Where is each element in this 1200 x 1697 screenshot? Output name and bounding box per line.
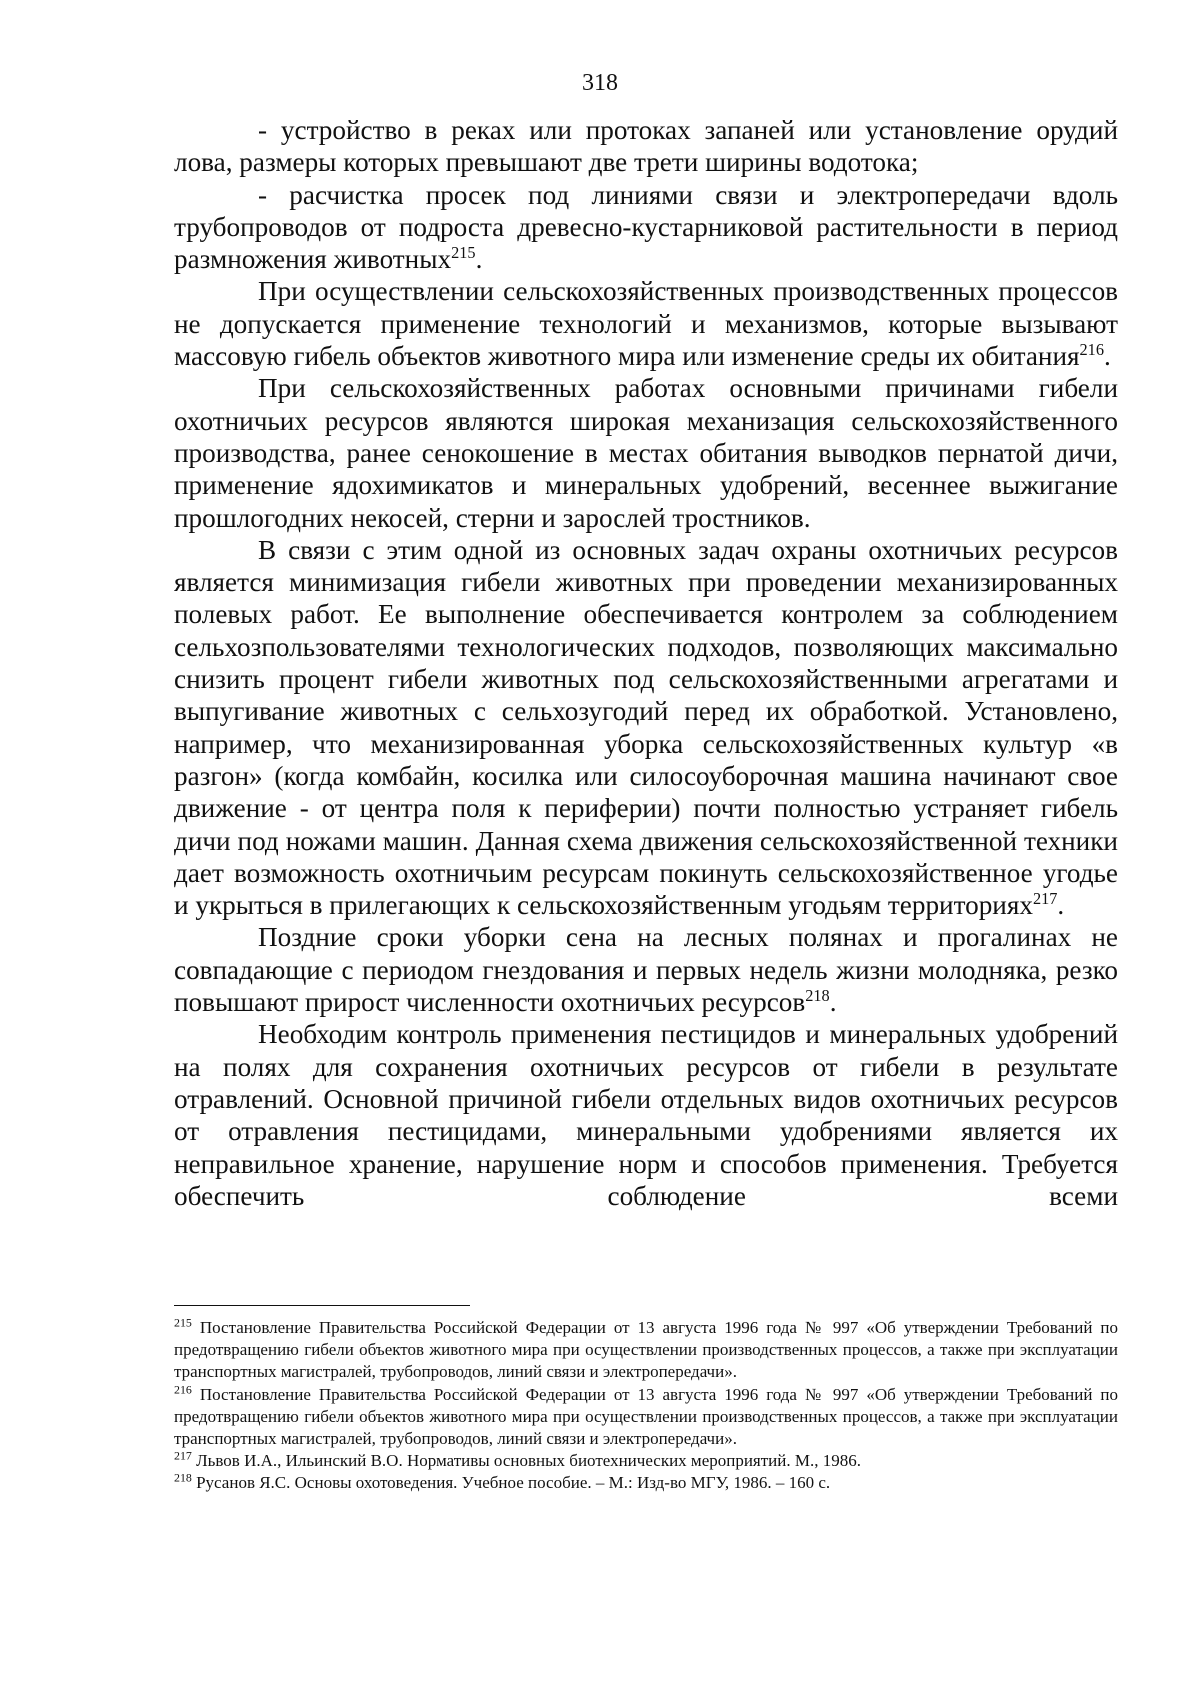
paragraph: Необходим контроль применения пестицидов и минеральных удобрений на полях для сохранения охотничьих ресурсов от гибели в результате отравлений. Основной причиной гибели отдельных видов охотничьих ресурсов от отравления пестицидами, минеральными удобрениями является их неправильное хранение, нарушение норм и способов применения. Требуется обеспечить соблюдение всеми <box>174 1019 1118 1211</box>
paragraph: - расчистка просек под линиями связи и электропередачи вдоль трубопроводов от подроста древесно-кустарниковой растительности в период размножения животных$^{215}$. <box>174 179 1118 275</box>
footnote-number: 216 <box>174 1381 192 1396</box>
footnote-ref: 216 <box>1079 340 1104 360</box>
footnote-number: 217 <box>174 1448 192 1463</box>
footnote: $^{216}$ Постановление Правительства Российской Федерации от 13 августа 1996 года № 997 «Об утверждении Требований по предотвращению гибели объектов животного мира при осуществлении производственных процессов, а также при эксплуатации транспортных магистралей, трубопроводов, линий связи и электропередачи». <box>174 1381 1118 1449</box>
footnote: $^{215}$ Постановление Правительства Российской Федерации от 13 августа 1996 года № 997 «Об утверждении Требований по предотвращению гибели объектов животного мира при осуществлении производственных процессов, а также при эксплуатации транспортных магистралей, трубопроводов, линий связи и электропередачи». <box>174 1315 1118 1382</box>
paragraph: При сельскохозяйственных работах основными причинами гибели охотничьих ресурсов являются широкая механизация сельскохозяйственного производства, ранее сенокошение в местах обитания выводков пернатой дичи, применение ядохимикатов и минеральных удобрений, весеннее выжигание прошлогодних некосей, стерни и зарослей тростников. <box>174 373 1118 533</box>
footnote: $^{218}$ Русанов Я.С. Основы охотоведения. Учебное пособие. – М.: Изд-во МГУ, 1986. – 160 с. <box>174 1470 831 1493</box>
footnote-number: 218 <box>174 1470 192 1485</box>
footnote-number: 215 <box>174 1315 192 1330</box>
footnotes <box>174 1317 1118 1495</box>
footnote: $^{217}$ Львов И.А., Ильинский В.О. Нормативы основных биотехнических мероприятий. М., 1986. <box>174 1448 861 1471</box>
body-text <box>174 114 1118 1212</box>
footnote-ref: 217 <box>1032 889 1058 909</box>
page-number: 318 <box>582 70 618 96</box>
paragraph: - устройство в реках или протоках запаней или установление орудий лова, размеры которых превышают две трети ширины водотока; <box>174 115 1118 178</box>
paragraph: При осуществлении сельскохозяйственных производственных процессов не допускается применение технологий и механизмов, которые вызывают массовую гибель объектов животного мира или изменение среды их обитания$^{216}$. <box>174 276 1118 372</box>
paragraph: Поздние сроки уборки сена на лесных полянах и прогалинах не совпадающие с периодом гнездования и первых недель жизни молодняка, резко повышают прирост численности охотничьих ресурсов$^{218}$. <box>174 922 1118 1018</box>
footnote-ref: 218 <box>805 985 830 1005</box>
paragraph: В связи с этим одной из основных задач охраны охотничьих ресурсов является минимизация гибели животных при проведении механизированных полевых работ. Ее выполнение обеспечивается контролем за соблюдением сельхозпользователями технологических подходов, позволяющих максимально снизить процент гибели животных под сельскохозяйственными агрегатами и выпугивание животных с сельхозугодий перед их обработкой. Установлено, например, что механизированная уборка сельскохозяйственных культур «в разгон» (когда комбайн, косилка или силосоуборочная машина начинают свое движение - от центра поля к периферии) почти полностью устраняет гибель дичи под ножами машин. Данная схема движения сельскохозяйственной техники дает возможность охотничьим ресурсам покинуть сельскохозяйственное угодье и укрыться в прилегающих к сельскохозяйственным угодьям территориях$^{217}$. <box>174 534 1118 921</box>
footnote-separator <box>174 1305 470 1306</box>
footnote-ref: 215 <box>451 243 476 263</box>
